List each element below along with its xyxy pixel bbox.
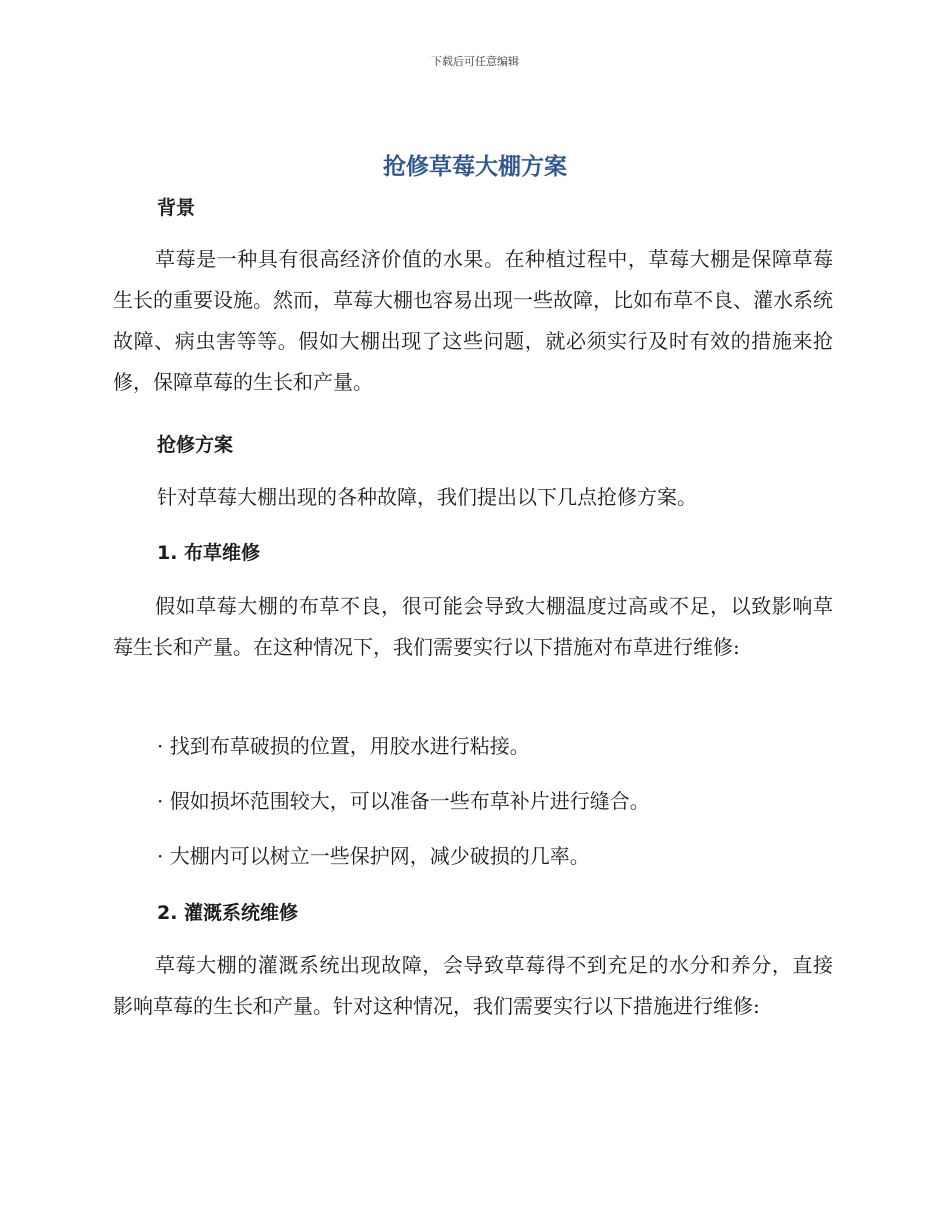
- list-item: · 找到布草破损的位置，用胶水进行粘接。: [157, 734, 530, 758]
- page-header-note: 下载后可任意编辑: [431, 55, 519, 68]
- paragraph-background: 草莓是一种具有很高经济价值的水果。在种植过程中，草莓大棚是保障草莓生长的重要设施。然而，草莓大棚也容易出现一些故障，比如布草不良、灌水系统故障、病虫害等等。假如大棚出现了这些问题，就必须实行及时有效的措施来抢修，保障草莓的生长和产量。: [113, 247, 833, 394]
- heading-cloth-repair: 1. 布草维修: [157, 542, 261, 564]
- list-item: · 假如损坏范围较大，可以准备一些布草补片进行缝合。: [157, 789, 650, 813]
- document-title: 抢修草莓大棚方案: [383, 154, 567, 180]
- paragraph-plan-intro: 针对草莓大棚出现的各种故障，我们提出以下几点抢修方案。: [157, 485, 697, 509]
- list-item: · 大棚内可以树立一些保护网，减少破损的几率。: [157, 844, 590, 868]
- paragraph-irrigation-repair: 草莓大棚的灌溉系统出现故障，会导致草莓得不到充足的水分和养分，直接影响草莓的生长和产量。针对这种情况，我们需要实行以下措施进行维修:: [113, 953, 833, 1018]
- paragraph-cloth-repair: 假如草莓大棚的布草不良，很可能会导致大棚温度过高或不足，以致影响草莓生长和产量。在这种情况下，我们需要实行以下措施对布草进行维修:: [113, 594, 833, 659]
- heading-plan: 抢修方案: [157, 434, 234, 456]
- heading-irrigation-repair: 2. 灌溉系统维修: [157, 902, 299, 924]
- heading-background: 背景: [157, 197, 196, 219]
